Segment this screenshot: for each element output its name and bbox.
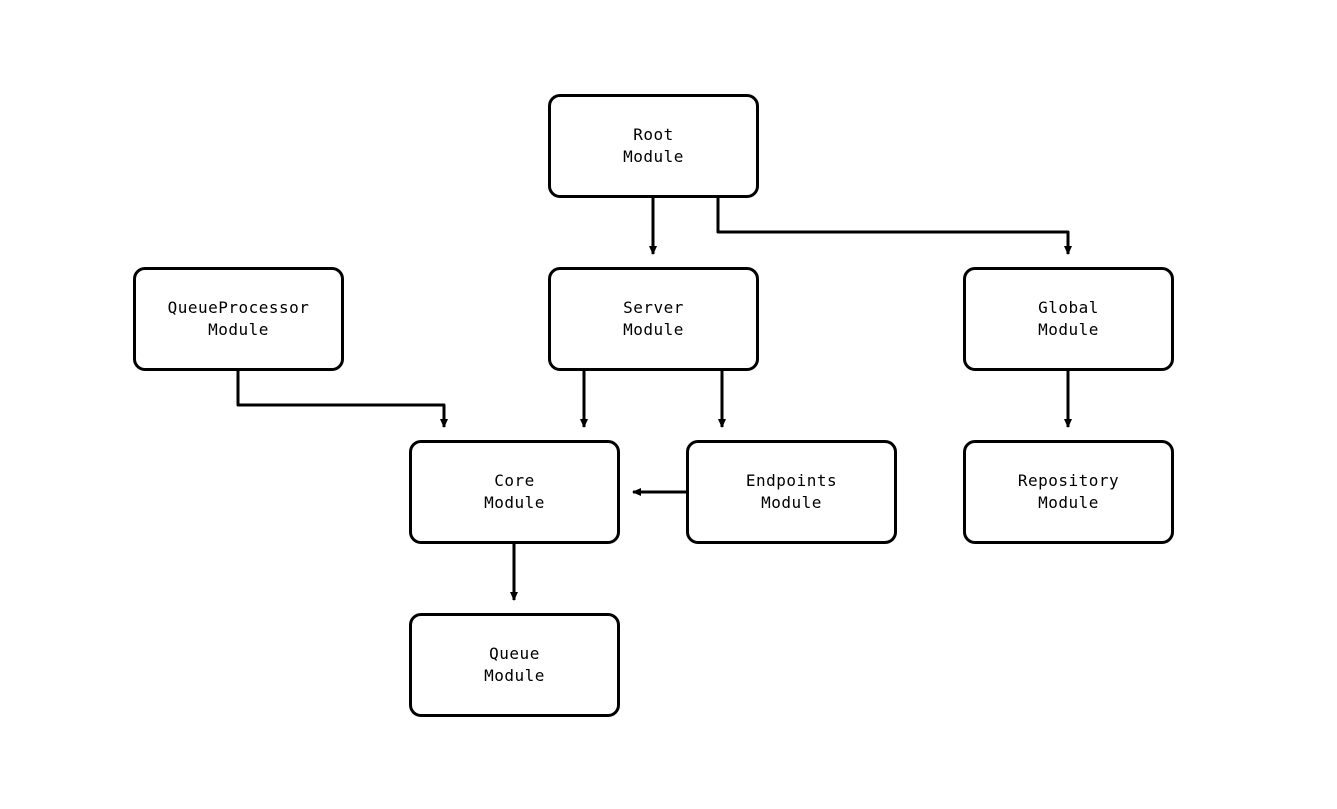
queueprocessor-module-label-line1: QueueProcessor bbox=[167, 298, 310, 317]
core-module-node[interactable] bbox=[409, 440, 620, 544]
queueprocessor-module-label-line2: Module bbox=[208, 320, 269, 339]
server-module-label-line1: Server bbox=[623, 298, 684, 317]
repository-module-node[interactable] bbox=[963, 440, 1174, 544]
server-module-node[interactable] bbox=[548, 267, 759, 371]
endpoints-module-node[interactable] bbox=[686, 440, 897, 544]
edge-queueprocessor-to-core bbox=[238, 371, 444, 427]
repository-module-label-line2: Module bbox=[1038, 493, 1099, 512]
edge-root-to-global bbox=[718, 198, 1068, 254]
global-module-node[interactable] bbox=[963, 267, 1174, 371]
server-module-label-line2: Module bbox=[623, 320, 684, 339]
core-module-label-line1: Core bbox=[494, 471, 535, 490]
root-module-label-line1: Root bbox=[633, 125, 674, 144]
queueprocessor-module-node[interactable] bbox=[133, 267, 344, 371]
global-module-label-line1: Global bbox=[1038, 298, 1099, 317]
queue-module-label-line1: Queue bbox=[489, 644, 540, 663]
queue-module-label-line2: Module bbox=[484, 666, 545, 685]
core-module-label-line2: Module bbox=[484, 493, 545, 512]
endpoints-module-label-line2: Module bbox=[761, 493, 822, 512]
repository-module-label-line1: Repository bbox=[1017, 471, 1120, 490]
endpoints-module-label-line1: Endpoints bbox=[745, 471, 838, 490]
root-module-label-line2: Module bbox=[623, 147, 684, 166]
global-module-label-line2: Module bbox=[1038, 320, 1099, 339]
root-module-node[interactable] bbox=[548, 94, 759, 198]
queue-module-node[interactable] bbox=[409, 613, 620, 717]
